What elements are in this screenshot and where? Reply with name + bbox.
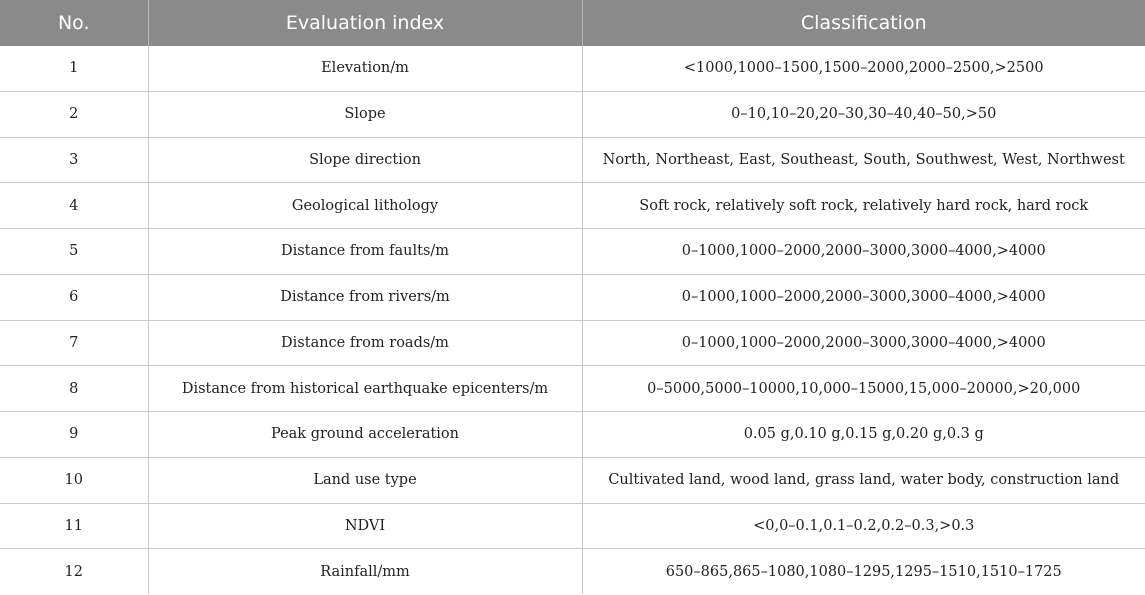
table-row [0,549,1145,594]
table-row [0,412,1145,458]
row-number: 2 [0,91,148,137]
header-row [0,0,1145,46]
header-classification: Classification [582,0,1145,46]
table-row [0,229,1145,275]
row-number: 6 [0,274,148,320]
evaluation-index-cell: Geological lithology [148,183,582,229]
row-number: 1 [0,46,148,91]
classification-cell: 0.05 g,0.10 g,0.15 g,0.20 g,0.3 g [582,412,1145,458]
classification-cell: 0–1000,1000–2000,2000–3000,3000–4000,>4000 [582,320,1145,366]
evaluation-index-cell: Slope direction [148,137,582,183]
evaluation-index-cell: NDVI [148,503,582,549]
table-row [0,137,1145,183]
evaluation-index-cell: Rainfall/mm [148,549,582,594]
classification-cell: 0–1000,1000–2000,2000–3000,3000–4000,>4000 [582,274,1145,320]
evaluation-index-cell: Peak ground acceleration [148,412,582,458]
classification-cell: <1000,1000–1500,1500–2000,2000–2500,>2500 [582,46,1145,91]
evaluation-index-cell: Distance from rivers/m [148,274,582,320]
row-number: 11 [0,503,148,549]
row-number: 10 [0,457,148,503]
classification-cell: Soft rock, relatively soft rock, relatively hard rock, hard rock [582,183,1145,229]
row-number: 9 [0,412,148,458]
classification-cell: <0,0–0.1,0.1–0.2,0.2–0.3,>0.3 [582,503,1145,549]
table-row [0,183,1145,229]
table-header [0,0,1145,46]
classification-cell: 650–865,865–1080,1080–1295,1295–1510,1510–1725 [665,563,1062,580]
evaluation-index-cell: Land use type [148,457,582,503]
table-body [0,46,1145,594]
classification-cell: 0–10,10–20,20–30,30–40,40–50,>50 [582,91,1145,137]
header-evaluation-index: Evaluation index [148,0,582,46]
row-number: 4 [0,183,148,229]
table-row [0,503,1145,549]
evaluation-index-cell: Elevation/m [148,46,582,91]
table-row [0,366,1145,412]
classification-cell: Cultivated land, wood land, grass land, water body, construction land [582,457,1145,503]
table-row [0,91,1145,137]
table-row [0,274,1145,320]
evaluation-index-cell: Distance from roads/m [148,320,582,366]
classification-cell: 0–5000,5000–10000,10,000–15000,15,000–20000,>20,000 [582,366,1145,412]
classification-cell: North, Northeast, East, Southeast, South, Southwest, West, Northwest [582,137,1145,183]
classification-cell: 0–1000,1000–2000,2000–3000,3000–4000,>4000 [582,229,1145,275]
evaluation-index-cell: Slope [148,91,582,137]
row-number: 7 [0,320,148,366]
evaluation-index-cell: Distance from faults/m [148,229,582,275]
table-row [0,320,1145,366]
table-row [0,457,1145,503]
row-number: 8 [0,366,148,412]
header-no: No. [0,0,148,46]
row-number: 12 [0,549,148,594]
table-row [0,46,1145,91]
evaluation-index-cell: Distance from historical earthquake epicenters/m [148,366,582,412]
row-number: 5 [0,229,148,275]
row-number: 3 [0,137,148,183]
